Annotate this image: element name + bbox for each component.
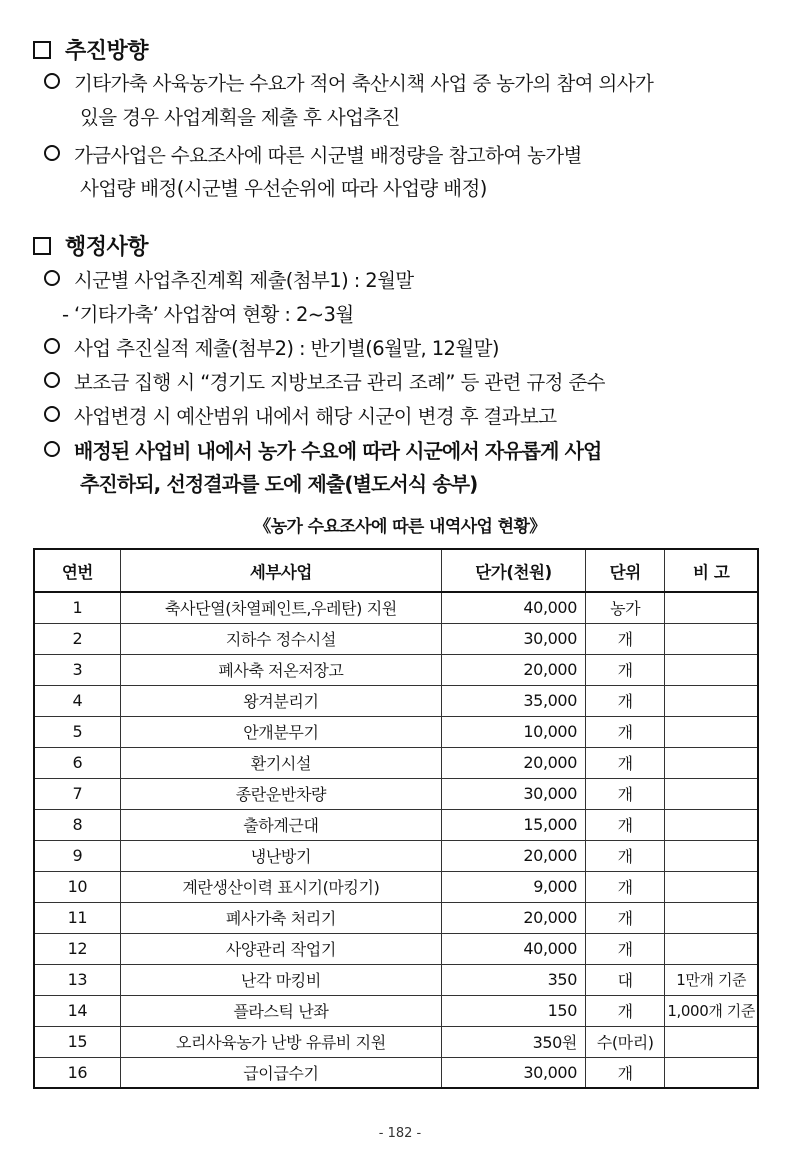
- page-number: - 182 -: [378, 1126, 422, 1141]
- promotion-item-2-line1: 가금사업은 수요조사에 따른 시군별 배정량을 참고하여 농가별: [44, 140, 582, 172]
- cell-note: [665, 716, 758, 747]
- admin-item-1: 시군별 사업추진계획 제출(첨부1) : 2월말: [44, 265, 414, 297]
- admin-item-1-sub: - ‘기타가축’ 사업참여 현황 : 2~3월: [62, 303, 354, 326]
- cell-unit: 개: [586, 747, 665, 778]
- cell-unit: 개: [586, 623, 665, 654]
- header-no: 연번: [34, 549, 120, 592]
- cell-price: 40,000: [442, 933, 586, 964]
- cell-unit: 개: [586, 809, 665, 840]
- table-header-row: [34, 549, 758, 592]
- header-unit: 단위: [586, 549, 665, 592]
- cell-price: 40,000: [442, 592, 586, 623]
- header-project: 세부사업: [120, 549, 441, 592]
- admin-item-5-line2: 추진하되, 선정결과를 도에 제출(별도서식 송부): [80, 472, 478, 496]
- promotion-item-1-line2: 있을 경우 사업계획을 제출 후 사업추진: [80, 106, 400, 129]
- table-body: [34, 592, 758, 1088]
- cell-unit: 대: [586, 964, 665, 995]
- cell-price: 20,000: [442, 902, 586, 933]
- cell-price: 20,000: [442, 747, 586, 778]
- cell-note: [665, 623, 758, 654]
- cell-note: [665, 654, 758, 685]
- circle-bullet-icon: [44, 338, 60, 354]
- admin-item-2: 사업 추진실적 제출(첨부2) : 반기별(6월말, 12월말): [44, 333, 499, 365]
- cell-note: 1만개 기준: [665, 964, 758, 995]
- cell-note: [665, 840, 758, 871]
- cell-project: 환기시설: [120, 747, 441, 778]
- circle-bullet-icon: [44, 270, 60, 286]
- cell-unit: 수(마리): [586, 1026, 665, 1057]
- square-bullet-icon: [33, 237, 51, 255]
- table-caption: 《농가 수요조사에 따른 내역사업 현황》: [254, 517, 546, 537]
- cell-price: 9,000: [442, 871, 586, 902]
- cell-project: 왕겨분리기: [120, 685, 441, 716]
- cell-no: 15: [34, 1026, 120, 1057]
- cell-no: 14: [34, 995, 120, 1026]
- cell-unit: 개: [586, 871, 665, 902]
- cell-project: 난각 마킹비: [120, 964, 441, 995]
- cell-note: [665, 933, 758, 964]
- cell-unit: 농가: [586, 592, 665, 623]
- cell-project: 급이급수기: [120, 1057, 441, 1088]
- cell-price: 30,000: [442, 623, 586, 654]
- cell-unit: 개: [586, 840, 665, 871]
- cell-project: 사양관리 작업기: [120, 933, 441, 964]
- cell-note: [665, 778, 758, 809]
- cell-no: 6: [34, 747, 120, 778]
- cell-project: 종란운반차량: [120, 778, 441, 809]
- table-row: [34, 995, 758, 1026]
- table-row: [34, 840, 758, 871]
- cell-unit: 개: [586, 995, 665, 1026]
- cell-no: 8: [34, 809, 120, 840]
- cell-project: 출하계근대: [120, 809, 441, 840]
- cell-no: 12: [34, 933, 120, 964]
- cell-price: 20,000: [442, 654, 586, 685]
- promotion-item-2-line2: 사업량 배정(시군별 우선순위에 따라 사업량 배정): [80, 177, 487, 200]
- table-row: [34, 778, 758, 809]
- cell-note: [665, 902, 758, 933]
- cell-project: 냉난방기: [120, 840, 441, 871]
- cell-no: 11: [34, 902, 120, 933]
- cell-no: 9: [34, 840, 120, 871]
- cell-unit: 개: [586, 654, 665, 685]
- circle-bullet-icon: [44, 406, 60, 422]
- cell-price: 30,000: [442, 1057, 586, 1088]
- table-row: [34, 933, 758, 964]
- cell-no: 7: [34, 778, 120, 809]
- cell-note: [665, 809, 758, 840]
- cell-no: 10: [34, 871, 120, 902]
- cell-no: 4: [34, 685, 120, 716]
- table-row: [34, 623, 758, 654]
- table-row: [34, 1026, 758, 1057]
- cell-price: 350원: [442, 1026, 586, 1057]
- cell-price: 10,000: [442, 716, 586, 747]
- cell-no: 5: [34, 716, 120, 747]
- admin-item-4: 사업변경 시 예산범위 내에서 해당 시군이 변경 후 결과보고: [44, 401, 556, 433]
- circle-bullet-icon: [44, 372, 60, 388]
- cell-note: 1,000개 기준: [665, 995, 758, 1026]
- table-row: [34, 809, 758, 840]
- cell-no: 2: [34, 623, 120, 654]
- cell-project: 안개분무기: [120, 716, 441, 747]
- cell-no: 16: [34, 1057, 120, 1088]
- project-table: [33, 548, 759, 1089]
- cell-price: 35,000: [442, 685, 586, 716]
- cell-note: [665, 1026, 758, 1057]
- cell-note: [665, 871, 758, 902]
- cell-project: 폐사가축 처리기: [120, 902, 441, 933]
- admin-item-5-line1: 배정된 사업비 내에서 농가 수요에 따라 시군에서 자유롭게 사업: [44, 435, 601, 467]
- table-row: [34, 902, 758, 933]
- cell-project: 계란생산이력 표시기(마킹기): [120, 871, 441, 902]
- header-price: 단가(천원): [442, 549, 586, 592]
- square-bullet-icon: [33, 41, 51, 59]
- circle-bullet-icon: [44, 73, 60, 89]
- cell-no: 3: [34, 654, 120, 685]
- table-row: [34, 654, 758, 685]
- cell-project: 오리사육농가 난방 유류비 지원: [120, 1026, 441, 1057]
- cell-project: 지하수 정수시설: [120, 623, 441, 654]
- cell-note: [665, 685, 758, 716]
- cell-no: 13: [34, 964, 120, 995]
- table-row: [34, 716, 758, 747]
- cell-note: [665, 747, 758, 778]
- circle-bullet-icon: [44, 145, 60, 161]
- cell-price: 15,000: [442, 809, 586, 840]
- cell-unit: 개: [586, 778, 665, 809]
- table-row: [34, 1057, 758, 1088]
- cell-unit: 개: [586, 685, 665, 716]
- table-row: [34, 685, 758, 716]
- cell-price: 150: [442, 995, 586, 1026]
- table-row: [34, 747, 758, 778]
- cell-unit: 개: [586, 716, 665, 747]
- admin-item-3: 보조금 집행 시 “경기도 지방보조금 관리 조례” 등 관련 규정 준수: [44, 367, 605, 399]
- table-row: [34, 592, 758, 623]
- cell-unit: 개: [586, 902, 665, 933]
- cell-price: 20,000: [442, 840, 586, 871]
- table-row: [34, 964, 758, 995]
- cell-project: 축사단열(차열페인트,우레탄) 지원: [120, 592, 441, 623]
- section-title-promotion: 추진방향: [33, 34, 148, 65]
- cell-price: 350: [442, 964, 586, 995]
- promotion-item-1-line1: 기타가축 사육농가는 수요가 적어 축산시책 사업 중 농가의 참여 의사가: [44, 68, 653, 100]
- cell-note: [665, 1057, 758, 1088]
- cell-unit: 개: [586, 1057, 665, 1088]
- cell-no: 1: [34, 592, 120, 623]
- cell-price: 30,000: [442, 778, 586, 809]
- cell-project: 플라스틱 난좌: [120, 995, 441, 1026]
- header-note: 비 고: [665, 549, 758, 592]
- table-row: [34, 871, 758, 902]
- cell-project: 폐사축 저온저장고: [120, 654, 441, 685]
- cell-unit: 개: [586, 933, 665, 964]
- circle-bullet-icon: [44, 441, 60, 457]
- section-title-admin: 행정사항: [33, 230, 148, 261]
- cell-note: [665, 592, 758, 623]
